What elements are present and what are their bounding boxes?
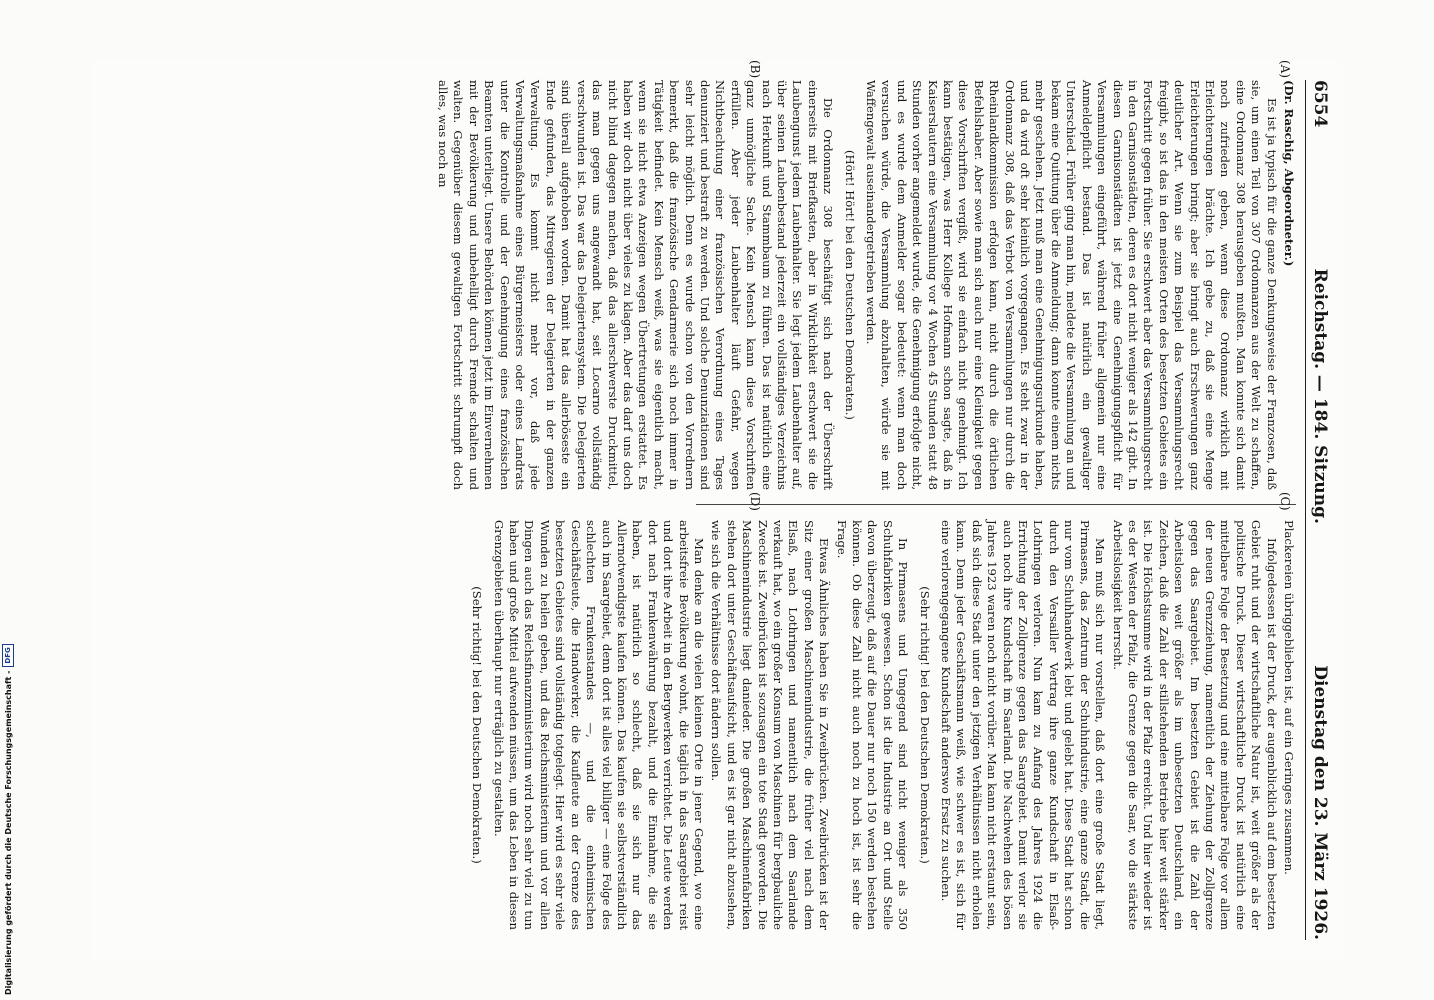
digitization-credit bbox=[2, 644, 14, 995]
margin-marker-a: (A) bbox=[1278, 60, 1292, 79]
right-paragraph-4: Etwas Ähnliches haben Sie in Zweibrücken. Zweibrücken ist der Sitz einer großen Maschinenindustrie, die früher viel nach dem Elsaß, nach Lothringen und namentlich nach dem Saarlande verkauft hat, wo ein großer Konsum von Maschinen für bergbauliche Zwecke ist. Zweibrücken ist sozusagen ein tote Stadt geworden. Die Maschinenindustrie liegt danieder. Die großen Maschinenfabriken stehen dort unter Geschäftsaufsicht, und es ist gar nicht abzusehen, wie sich die Verhältnisse dort ändern sollen. bbox=[709, 520, 832, 930]
column-divider bbox=[696, 504, 1296, 505]
page-header bbox=[1305, 80, 1334, 940]
margin-marker-d: (D) bbox=[748, 492, 762, 511]
margin-marker-c: (C) bbox=[1278, 492, 1292, 511]
dfg-logo: DFG bbox=[2, 644, 14, 666]
left-paragraph-2: Die Ordonnanz 308 beschäftigt sich nach der Überschrift einerseits mit Briefkasten, aber in Wirklichkeit erschwert sie die Laubengunst jedem Laubenhalter. Sie legt jedem Laubenhalter auf, über seinen Laubenbestand jederzeit ein vollständiges Verzeichnis nach Herkunft und Stammbaum zu führen. Das ist natürlich eine ganz unmögliche Sache. Kein Mensch kann diese Vorschriften erfüllen. Aber jeder Laubenhalter läuft Gefahr, wegen Nichtbeachtung einer französischen Verordnung eines Tages denunziert und bestraft zu werden. Und solche Denunziationen sind sehr leicht möglich. Denn es wurde schon von den Vorrednern bemerkt, daß die französische Gendarmerie sich noch immer in Tätigkeit befindet. Kein Mensch weiß, was sie eigentlich macht, wenn sie nicht etwa Anzeigen wegen Übertretungen erstattet. Es haben wir doch nicht über vieles zu klagen. Aber das darf uns doch nicht blind dagegen machen, daß das allerschwerste Druckmittel, das man gegen uns angewandt hat, seit Locarno vollständig verschwunden ist. Das war das Delegiertensystem. Die Delegierten sind überall aufgehoben worden. Damit hat das allerböseste ein Ende gefunden, das Mitregieren der Delegierten in der ganzen Verwaltung. Es kommt nicht mehr vor, daß jede Verwaltungsmaßnahme eines Bürgermeisters oder eines Landrats unter die Kontrolle und der Genehmigung eines französischen Beamten unterliegt. Unsere Behörden können jetzt im Einvernehmen mit der Bevölkerung und unbehelligt durch Fremde schalten und walten. Gegenüber diesem gewaltigen Fortschritt schrumpft doch alles, was noch an bbox=[436, 80, 836, 490]
left-column bbox=[433, 80, 1296, 490]
margin-marker-b: (B) bbox=[748, 60, 762, 79]
right-paragraph-2: Man muß sich nur vorstellen, daß dort eine große Stadt liegt, Pirmasens, das Zentrum der Schuhindustrie, eine ganze Stadt, die nur vom Schuhhandwerk lebt und gelebt hat. Diese Stadt hat schon durch den Versailler Vertrag ihre ganze Kundschaft in Elsaß-Lothringen verloren. Nun kam zu Anfang des Jahres 1924 die Errichtung der Zollgrenze gegen das Saargebiet. Damit verlor sie auch noch ihre Kundschaft im Saarland. Die Nachwehen des bösen Jahres 1923 waren noch nicht vorüber. Man kann nicht erstaunt sein, daß sich diese Stadt unter den jetzigen Verhältnissen nicht erholen kann. Denn jeder Geschäftsmann weiß, wie schwer es ist, sich für eine verlorengegangene Kundschaft anderswo Ersatz zu suchen. bbox=[939, 520, 1108, 930]
page-number: 6554 bbox=[1310, 80, 1330, 128]
right-paragraph-0: Plackereien übriggeblieben ist, auf ein Geringes zusammen. bbox=[1282, 520, 1296, 875]
speaker-label: (Dr. Raschig, Abgeordneter.) bbox=[1282, 80, 1296, 267]
interjection: (Hört! Hört! bei den Deutschen Demokraten.) bbox=[842, 150, 857, 420]
header-session: Reichstag. — 184. Sitzung. bbox=[1310, 268, 1330, 524]
left-paragraph-1: Es ist ja typisch für die ganze Denkungsweise der Franzosen, daß sie, um einen Teil von 307 Ordonnanzen aus der Welt zu schaffen, eine Ordonnanz 308 herausgeben mußten. Man konnte sich damit noch zufrieden geben, wenn diese Ordonnanz wirklich mit Erleichterungen brächte. Ich gebe zu, daß sie eine Menge Erleichterungen bringt; aber sie bringt auch Erschwerungen ganz deutlicher Art. Wenn sie zum Beispiel das Versammlungsrecht freigibt, so ist das in den meisten Orten des besetzten Gebietes ein Fortschritt gegen früher. Sie erschwert aber das Versammlungsrecht in den Garnisonstädten, deren es dort nicht weniger als 142 gibt. In diesen Garnisonstädten ist jetzt eine Genehmigungspflicht für Versammlungen eingeführt, während früher allgemein nur eine Anmeldepflicht bestand. Das ist natürlich ein gewaltiger Unterschied. Früher ging man hin, meldete die Versammlung an und bekam eine Quittung über die Anmeldung; dann konnte einem nichts mehr geschehen. Jetzt muß man eine Genehmigungsurkunde haben, und da wird oft sehr kleinlich vorgegangen. Es steht zwar in der Ordonnanz 308, daß das Verbot von Versammlungen nur durch die Rheinlandkommission erfolgen kann, nicht durch die örtlichen Befehlshaber. Aber sowie man sich auch nur eine Kleinigkeit gegen diese Vorschriften vergißt, wird sie einfach nicht genehmigt. Ich kann bestätigen, was Herr Kollege Hofmann schon sagte, daß in Kaiserslautern eine Versammlung vor 4 Wochen 45 Stunden statt 48 Stunden vorher angemeldet wurde, die Genehmigung erfolgte nicht, und es wurde dem Anmelder sogar bedeutet: wenn man doch versuchen würde, die Versammlung abzuhalten, würde sie mit Waffengewalt auseinandergetrieben werden. bbox=[864, 80, 1279, 490]
interjection: (Sehr richtig! bei den Deutschen Demokraten.) bbox=[917, 586, 932, 864]
rotated-document-page bbox=[92, 60, 1342, 960]
header-date: Dienstag den 23. März 1926. bbox=[1310, 665, 1330, 940]
right-paragraph-1: Infolgedessen ist der Druck, der augenblicklich auf dem besetzten Gebiet ruht und der wirtschaftliche Natur ist, weit größer als der politische Druck. Dieser wirtschaftliche Druck ist natürlich eine mittelbare Folge der Besetzung und eine mittelbare Folge vor allem der neuen Grenzziehung, namentlich der Ziehung der Zollgrenze gegen das Saargebiet. Im besetzten Gebiet ist die Zahl der Arbeitslosen weit größer als im unbesetzten Deutschland, ein Zeichen, daß die Zahl der stillstehenden Betriebe hier weit stärker ist. Die Höchstsumme wird in der Pfalz erreicht. Und hier wieder ist es der Westen der Pfalz, die Grenze gegen die Saar, wo die stärkste Arbeitslosigkeit herrscht. bbox=[1110, 520, 1279, 930]
right-paragraph-3: In Pirmasens und Umgegend sind nicht weniger als 350 Schuhfabriken gewesen. Schon ist die Industrie an Ort und Stelle davon überzeugt, daß auf die Dauer nur noch 150 werden bestehen können. Ob diese Zahl nicht auch noch zu hoch ist, ist sehr die Frage. bbox=[834, 520, 911, 930]
right-paragraph-5: Man denke an die vielen kleinen Orte in jener Gegend, wo eine arbeitsfreie Bevölkerung wohnt, die täglich in das Saargebiet reist und dort ihre Arbeit in den Bergwerken verrichtet. Die Leute werden dort nach Frankenwährung bezahlt, und die Einnahme, die sie haben, ist natürlich so schlecht, daß sie sich nur das Allernotwendigste kaufen können. Das kaufen sie selbstverständlich auch im Saargebiet, denn dort ist alles viel billiger — eine Folge des schlechten Frankenstandes —, und die einheimischen Geschäftsleute, die Handwerker, die Kaufleute an der Grenze des besetzten Gebietes sind vollständig totgelegt. Hier wird es sehr viele Wunden zu heilen geben, und das Reichsministerium und vor allen Dingen auch das Reichsfinanzministerium wird noch sehr viel zu tun haben und große Mittel aufwenden müssen, um das Leben in diesen Grenzgebieten überhaupt nur erträglich zu gestalten. bbox=[491, 520, 706, 930]
credit-text: Digitalisierung gefördert durch die Deutsche Forschungsgemeinschaft - bbox=[3, 670, 13, 995]
right-column bbox=[463, 520, 1296, 930]
interjection: (Sehr richtig! bei den Deutschen Demokraten.) bbox=[470, 586, 485, 864]
